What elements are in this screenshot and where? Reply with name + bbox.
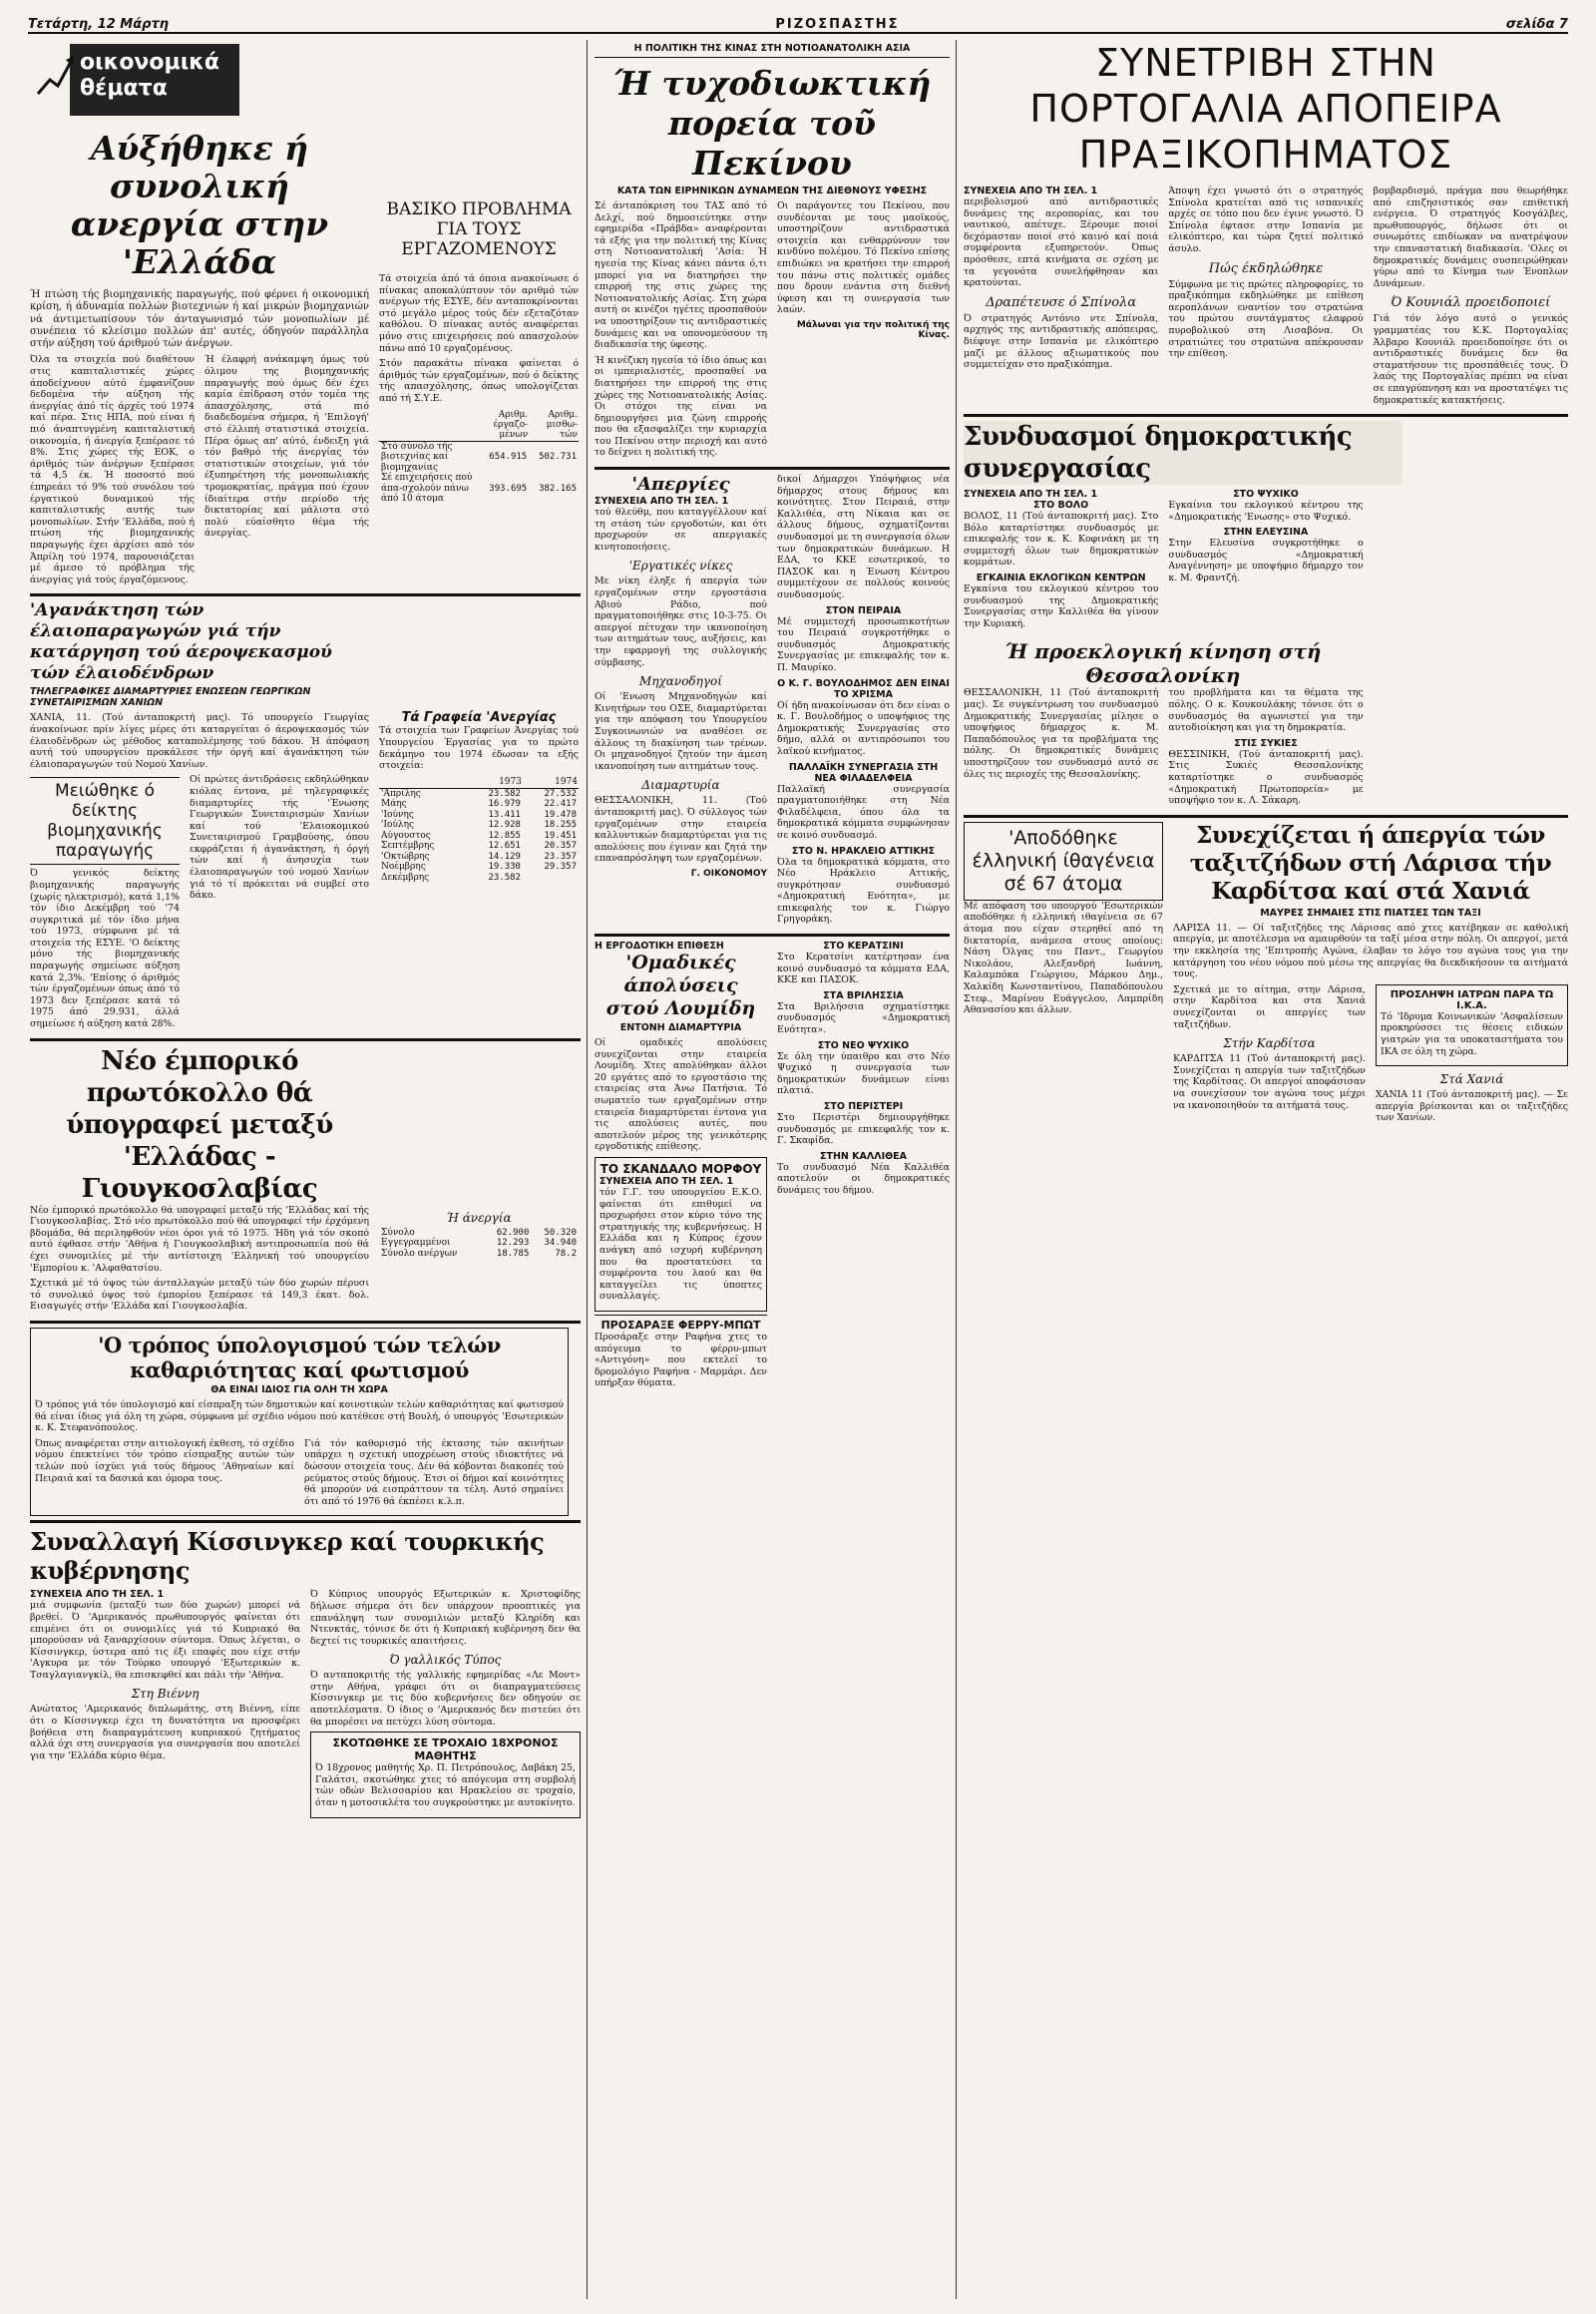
portugal-body2: Ό στρατηγός Αντόνιο ντε Σπίνολα, αρχηγός της αντιδραστικής απόπειρας, διέφυγε στην Ισπανία με ελικόπτερο μαζί με άλλους αξιωματικούς που συμμετείχαν στο πραξικόπημα. — [964, 312, 1159, 371]
morfou-dateline: ΣΥΝΕΧΕΙΑ ΑΠΟ ΤΗ ΣΕΛ. 1 — [599, 1176, 734, 1187]
row-value: 13.411 — [488, 809, 521, 820]
row-value: 78.2 — [555, 1248, 577, 1259]
row-value: 29.357 — [544, 862, 577, 873]
row-label: Μάης — [381, 799, 407, 810]
table-row — [379, 788, 579, 799]
strikes-dateline: ΣΥΝΕΧΕΙΑ ΑΠΟ ΤΗ ΣΕΛ. 1 — [595, 496, 729, 508]
row-value: 18.255 — [544, 820, 577, 831]
table-row — [379, 1228, 579, 1239]
kissinger-headline: Συναλλαγή Κίσσινγκερ καί τουρκικής κυβέρνησης — [30, 1527, 545, 1586]
row-value: 19.451 — [544, 830, 577, 841]
table-row — [379, 1238, 579, 1249]
row-value: 19.478 — [544, 809, 577, 820]
row-label: Σύνολο — [381, 1227, 415, 1238]
portugal-body4: Σύμφωνα με τις πρώτες πληροφορίες, το πραξικόπημα εκδηλώθηκε με επίθεση αεροπλάνων εναντίον του στρατώνα του πρώτου συντάγματος ελαφρού πυροβολικού στη Λισαβόνα. Οι στρατιώτες του στρατώνα απέκρουσαν την επίθεση. — [1168, 278, 1364, 360]
coop-sub7: ΣΤΟ ΝΕΟ ΨΥΧΙΚΟ — [817, 1039, 910, 1051]
table-row — [379, 841, 579, 852]
thessaloniki-body: ΘΕΣΣΑΛΟΝΙΚΗ, 11 (Τού άνταποκριτή μας). Σε συγκέντρωση του συνδυασμού Δημοκρατικής Συνεργασίας μίλησε ο υποψήφιος δήμαρχος κ. Μ. Παπαδόπουλος για τα προβλήματα της πόλης. Οι δημοκρατικές δυνάμεις υποστηρίζουν τον συνδυασμό αυτό σε όλες τις περιοχές της Θεσσαλονίκης. — [964, 687, 1159, 780]
row-value — [523, 873, 579, 884]
coop-sub8: ΣΤΟ ΠΕΡΙΣΤΕΡΙ — [823, 1101, 904, 1112]
economy-intro: Ή πτώση τής βιομηχανικής παραγωγής, πού φέρνει ή οικονομική κρίση, ή άδυναμία πολλών βιοτεχνιών ή καί μικρών βιομηχανιών νά άντιμετωπίσουν τόν άνταγωνισμό τών μονοπωλίων μέ συνέπεια τό κλείσιμο πολλών άπ' αυτές, όδηγούν παράλληλα στήν αύξηση τού άριθμού τών άνέργων. — [30, 289, 369, 350]
china-kicker: Η ΠΟΛΙΤΙΚΗ ΤΗΣ ΚΙΝΑΣ ΣΤΗ ΝΟΤΙΟΑΝΑΤΟΛΙΚΗ ΑΣΙΑ — [595, 40, 950, 58]
coop-body4: Παλλαϊκή συνεργασία πραγματοποιήθηκε στη Νέα Φιλαδέλφεια, όπου όλα τα δημοκρατικά κόμματα συμφώνησαν σε κοινό συνδυασμό. — [777, 783, 950, 841]
fees-headline: 'Ο τρόπος ύπολογισμού τών τελών καθαριότητας καί φωτισμού — [98, 1332, 501, 1382]
morfou-box — [595, 1157, 767, 1312]
fees-body3: Γιά τόν καθορισμό τής έκτασης τών ακινήτων υπάρχει η σχετική υποχρέωση στούς ιδιοκτήτες νά δώσουν στοιχεία τους. Δέν θά κόβονται διακοπές τού ρεύματος στούς δήμους. Έτσι οί δήμοι καί κοινότητες θά μπορούν νά εισπράττουν τα τέλη. Αυτό σημαίνει ότι από τό 1976 θά έκπέσει κ.λ.π. — [304, 1437, 564, 1507]
coop-sub4: ΣΤΟ Ν. ΗΡΑΚΛΕΙΟ ΑΤΤΙΚΗΣ — [791, 845, 936, 857]
coop-body10: Το συνδυασμό Νέα Καλλιθέα αποτελούν οι δημοκρατικές δυνάμεις του δήμου. — [777, 1161, 950, 1196]
china-signature: Μάλωναι για την πολιτική της Κίνας. — [796, 319, 950, 340]
coop-sub6: ΣΤΑ ΒΡΙΛΗΣΣΙΑ — [823, 989, 904, 1001]
olive-headline: 'Αγανάκτηση τών έλαιοπαραγωγών γιά τήν κατάργηση τού άεροψεκασμού τών έλαιοδένδρων — [30, 600, 332, 684]
coop-right-body3: Εγκαίνια του εκλογικού κέντρου της «Δημοκρατικής 'Ενωσης» στο Ψυχικό. — [1168, 500, 1364, 523]
table-header: 1973 — [467, 776, 523, 789]
portugal-body3: Άποψη έχει γνωστό ότι ο στρατηγός Σπίνολα κρατείται από τις ισπανικές αρχές σε τόπο που δεν έγινε γνωστό. Ό Σπίνολα έφτασε στην Ισπανία με ελικόπτερο, και τώρα ζητεί πολιτικό άσυλο. — [1168, 186, 1364, 254]
strike-larisa-sub3: Στά Χανιά — [1439, 1072, 1504, 1087]
index-body: Ό γενικός δείκτης βιομηχανικής παραγωγής (χωρίς ηλεκτρισμό), κατά 1,1% τόν ίδιο Δεκέμβρη τού '74 συγκριτικά μέ τόν ίδιο μήνα τού 1973, σύμφωνα μέ τά στοιχεία τής ΕΣΥΕ. 'Ο δείκτης μόνο τής βιομηχανικής παραγωγής σημείωσε αύξηση κατά 2,3%. 'Επίσης ό άριθμός τών έργαζομένων όπως άπό τό 1973 δεν ξεπέρασε κατά τό 1975 άπό 29.931, άλλά σημείωσε ή αύξηση κατά 28%. — [30, 868, 180, 1030]
row-label: Εγγεγραμμένοι — [381, 1238, 451, 1249]
table-row — [379, 831, 579, 842]
unemployment-totals — [379, 1228, 579, 1260]
right-section — [964, 40, 1568, 2304]
trade-headline: Νέο έμπορικό πρωτόκολλο θά ύπογραφεί μεταξύ 'Ελλάδας - Γιουγκοσλαβίας — [66, 1045, 333, 1204]
trade-body2: Σχετικά μέ τό ύψος τών άνταλλαγών μεταξύ τών δύο χωρών πέρυσι τό συνολικό ύψος τού έμπορίου ξεπέρασε τά 149,3 έκατ. δολ. Εισαγωγές στήν 'Ελλάδα καί Γιουγκοσλαβία. — [30, 1278, 369, 1313]
row-value: 22.417 — [544, 799, 577, 810]
thessaloniki-headline: Ή προεκλογική κίνηση στή Θεσσαλονίκη — [1004, 639, 1322, 688]
strike-larisa-body5: ΧΑΝΙΑ 11 (Τού άνταποκριτή μας). — Σε απεργία βρίσκονται και οι ταξιτζήδες των Χανίων. — [1376, 1089, 1568, 1124]
side-headline: ΒΑΣΙΚΟ ΠΡΟΒΛΗΜΑ ΓΙΑ ΤΟΥΣ ΕΡΓΑΖΟΜΕΝΟΥΣ — [386, 199, 572, 259]
olive-body: ΧΑΝΙΑ, 11. (Τού άνταποκριτή μας). Τό υπουργείο Γεωργίας άνακοίνωσε πρίν λίγες μέρες ότι καταργείται ό άεροψεκασμός τών έλαιοδένδρων ώς μέθοδος καταπολέμησης τού δάκου. Ή άπόφαση αυτή τού υπουργείου προκάλεσε τήν όργή καί άγανάκτηση τών έλαιοπαραγωγών τού Νομού Χανίων. — [30, 712, 369, 770]
portugal-body: περιβολισμού από αντιδραστικές δυνάμεις της αεροπορίας, και του ναυτικού, απέτυχε. Ξέρουμε ποιοί δεχόμασταν ποιοί στό καινό καί ποιά συμφέροντα εξυπηρετούν. Όπως πρόσθεσε, επτά κινήματα σε σχέση με τα γεγονότα συνελήφθησαν και κρατούνται. — [964, 196, 1159, 289]
coop-sub3: ΠΑΛΛΑΪΚΗ ΣΥΝΕΡΓΑΣΙΑ ΣΤΗ ΝΕΑ ΦΙΛΑΔΕΛΦΕΙΑ — [788, 761, 939, 784]
masthead — [28, 6, 1568, 34]
row-value: 12.855 — [488, 830, 521, 841]
row-value: 12.928 — [488, 820, 521, 831]
index-headline: Μειώθηκε ό δείκτης βιομηχανικής παραγωγής — [47, 781, 163, 862]
economy-body1: Όλα τα στοιχεία πού διαθέτουν στις καπιταλιστικές χώρες άποδείχνουν αύτό έμφανίζουν δεδομένα τήν αύξηση τής άνεργίας άπό τίς άρχές τού 1974 καί πέρα. Στις ΗΠΑ, πού είναι ή πιό άναπτυγμένη καπιταλιστική οικονομία, ή άνεργία ξεπέρασε τό 8%. Στις χώρες τής ΕΟΚ, ο άριθμός τών άνέργων ξεπέρασε τά 4,5 έκ. Ή ποσοστό πού έπηρεάει τό 9% τού συνόλου τού έργατικού δυναμικού τής καπιταλιστικής αυτής των μονοπωλίων. Στήν 'Ελλάδα, πού ή πτώση τής βιομηχανικής παραγωγής έχει άρχίσει από τόν Άπρίλη τού 1974, παρουσιάζεται μέ άμεσο τό πρόβλημα τής άνεργίας γιά τούς έργαζόμενους. — [30, 354, 195, 585]
kissinger-body4: Ό ανταποκριτής τής γαλλικής εφημερίδας «Λε Μοντ» στην Αθήνα, γράφει ότι οι διαπραγματεύσεις Κίσσινγκερ με τις δύο κυβερνήσεις δεν οδηγούν σε αποτελέσματα. Ό ίδιος ο 'Αμερικανός δεν πιστεύει ότι θα μπορέσει να πετύχει λύση σύντομα. — [310, 1670, 581, 1728]
row-value: 34.940 — [544, 1238, 577, 1249]
fees-box — [30, 1328, 569, 1516]
stats-caption: Τά Γραφεία 'Ανεργίας — [401, 710, 557, 726]
portugal-dateline: ΣΥΝΕΧΕΙΑ ΑΠΟ ΤΗ ΣΕΛ. 1 — [964, 186, 1098, 196]
coop-right-body2: Εγκαίνια του εκλογικού κέντρου του συνδυασμού της Δημοκρατικής Συνεργασίας στην Καλλιθέα θα γίνουν την Κυριακή. — [964, 583, 1159, 629]
strike-larisa-sub1: Στήν Καρδίτσα — [1223, 1036, 1316, 1051]
strikes-headline: 'Απεργίες — [631, 474, 730, 496]
portugal-sub1: Δραπέτευσε ό Σπίνολα — [986, 294, 1137, 310]
row-label: Νοέμβρης — [381, 862, 426, 873]
row-label: 'Οκτώβρης — [381, 851, 430, 862]
coop-right-sub1: ΣΤΟ ΒΟΛΟ — [1033, 500, 1089, 512]
economy-body4: Στόν παρακάτω πίνακα φαίνεται ό άριθμός τών εργαζομένων, πού ό δείκτης τής απασχόλησης, όπως υπολογίζεται από τή Σ.Υ.Ε. — [379, 358, 579, 404]
row-value: 50.320 — [544, 1227, 577, 1238]
ferry-headline: ΠΡΟΣΑΡΑΞΕ ΦΕΡΡΥ-ΜΠΩΤ — [600, 1318, 761, 1332]
coop-sub9: ΣΤΗΝ ΚΑΛΛΙΘΕΑ — [819, 1150, 908, 1162]
strikes-sub2: Μηχανοδηγοί — [639, 674, 722, 689]
row-value: 14.129 — [488, 851, 521, 862]
table-header: Αριθμ. μισθω-τών — [529, 409, 579, 442]
table-row — [379, 799, 579, 810]
kissinger-subhead2: Ό γαλλικός Τύπος — [389, 1653, 502, 1668]
table-header: 1974 — [523, 776, 579, 789]
kissinger-body3: Ό Κύπριος υπουργός Εξωτερικών κ. Χριστοφίδης δήλωσε σήμερα ότι δεν υπάρχουν προοπτικές για επανάληψη των συνομιλιών μεταξύ Κληρίδη και Ντενκτάς, τόνισε δε ότι ή Κυπριακή κυβέρνηση δεν θα δεχτεί τις τουρκικές απαιτήσεις. — [310, 1589, 581, 1647]
fees-body: Ό τρόπος γιά τόν ύπολογισμό καί είσπραξη τών δημοτικών καί κοινοτικών τελών καθαριότητας καί φωτισμού θά είναι ίδιος γιά όλη τη χώρα, σύμφωνα μέ σχέδιο νόμου πού κατέθεσε στή Βουλή, ό υπουργός 'Εσωτερικών κ. Κ. Στεφανόπουλος. — [35, 1398, 564, 1434]
fatal-headline: ΣΚΟΤΩΘΗΚΕ ΣΕ ΤΡΟΧΑΙΟ 18ΧΡΟΝΟΣ ΜΑΘΗΤΗΣ — [332, 1736, 559, 1763]
trade-body: Νέο έμπορικό πρωτόκολλο θά υπογραφεί μεταξύ τής 'Ελλάδας καί τής Γιουγκοσλαβίας. Στό νέο πρωτόκολλο πού θά υπογραφεί τήν έρχόμενη βδομάδα, θά περιληφθούν νέοι όροι γιά τό 1975. Ήδη γιά τόν σκοπό αυτό έφθασε στήν 'Αθήνα ή Γιουγκοσλαβική αντιπροσωπεία πού θά έχει συνομιλίες μέ τήν αντίστοιχη 'Ελληνική τού υπουργείου 'Εμπορίου κ. 'Αλφαθατσίου. — [30, 1204, 369, 1274]
strike-larisa-body4: Τό 'Ιδρυμα Κοινωνικών 'Ασφαλίσεων προκηρύσσει τις θέσεις ειδικών γιατρών για τα υποκαταστήματα του ΙΚΑ σε όλη τη χώρα. — [1381, 1010, 1563, 1057]
kissinger-body: μιά συμφωνία (μεταξύ των δύο χωρών) μπορεί νά βρεθεί. Ό 'Αμερικανός πρωθυπουργός φαίνεται ότι επιμένει ότι οι συνομιλίες γιά τό Κυπριακό θα μπορούσαν νά ξαναρχίσουν σύντομα. Όπως λέγεται, ο Κίσσινγκερ, ύστερα από τις έξι επαφές που είχε στήν 'Αγκυρα με τόν Τούρκο υπουργό 'Εξωτερικών κ. Τσαγλαγιανγκίλ, θα επισκεφθεί και πάλι τήν 'Αθήνα. — [30, 1600, 300, 1681]
coop-body3: Οί ήδη ανακοίνωσαν ότι δεν είναι ο κ. Γ. Βουλοδήμος ο υποψήφιος της Δημοκρατικής Συνεργασίας στο δήμο, αλλά οι αντιπρόσωποι του λαϊκού κινήματος. — [777, 699, 950, 757]
coop-right-body4: Στην Ελευσίνα συγκροτήθηκε ο συνδυασμός «Δημοκρατική Αναγέννηση» με υποψήφιο δήμαρχο τον κ. Μ. Φραντζή. — [1168, 538, 1364, 584]
arrow-chart-icon — [36, 50, 76, 100]
fatal-box — [310, 1732, 581, 1817]
ika-box — [1376, 984, 1568, 1066]
row-value: 12.651 — [488, 841, 521, 852]
china-headline: Ή τυχοδιωκτική πορεία τοῦ Πεκίνου — [612, 64, 932, 183]
ergostasio-headline: 'Ομαδικές άπολύσεις στού Λουμίδη — [605, 952, 756, 1020]
thessaloniki-body2: του προβλήματα και τα θέματα της πόλης. Ο κ. Κουκουλάκης τόνισε ότι ο συνδυασμός θα αγωνιστεί για την αυτοδιοίκηση και για τη δημοκρατία. — [1168, 687, 1364, 734]
row-value: 23.582 — [488, 872, 521, 883]
row-label: 'Ιούνης — [381, 809, 414, 820]
strikes-sub1: 'Εργατικές νίκες — [628, 559, 733, 574]
row-value: 393.695 — [489, 483, 528, 494]
row-value: 62.900 — [496, 1227, 530, 1238]
ergostasio-body: Οί ομαδικές απολύσεις συνεχίζονται στην εταιρεία Λουμίδη. Χτες απολύθηκαν άλλοι 20 εργάτες από το εργοστάσιο της εταιρείας στα Άνω Πατήσια. Τό σωματείο των εργαζομένων στην εταιρεία διαμαρτύρεται έντονα για τις απολύσεις αυτές, που αποτελούν μέρος της γενικότερης εργοδοτικής επίθεσης. — [595, 1037, 767, 1153]
fatal-body: Ό 18χρονος μαθητής Χρ. Π. Πετρόπουλος, Δαβάκη 25, Γαλάτσι, σκοτώθηκε χτες τό απόγευμα στη συμβολή τών οδών Βελισσαρίου και Ηρακλείου σε τροχαίο, όταν η μοτοσικλέτα του συγκρούστηκε με αυτοκίνητο. — [315, 1762, 576, 1809]
strikes-body3: Οί 'Ενωση Μηχανοδηγών καί Κινητήρων του ΟΣΕ, διαμαρτύρεται για την απόφαση του Υπουργείου Συγκοινωνιών να αναθέσει σε άλλους τη διακίνηση των τρένων. Οι μηχανοδηγοί ζητούν την άμεση ικανοποίηση των αιτημάτων τους. — [595, 691, 767, 772]
table-header: Αριθμ. έργαζο-μένων — [477, 409, 530, 442]
coop-sub2: Ο Κ. Γ. ΒΟΥΛΟΔΗΜΟΣ ΔΕΝ ΕΙΝΑΙ ΤΟ ΧΡΙΣΜΑ — [777, 677, 950, 700]
ferry-body: Προσάραξε στην Ραφήνα χτες το απόγευμα το φέρρυ-μπωτ «Αντιγόνη» που εκτελεί το δρομολόγιο Ραφήνα - Μαρμάρι. Δεν υπήρξαν θύματα. — [595, 1331, 767, 1389]
china-body: Σέ άνταπόκριση του ΤΑΣ από τό Δελχί, πού δημοσιεύτηκε στην εφημερίδα «Πράβδα» αναφέρονται τά εξής για την πολιτική της Κίνας στη Νοτιοανατολική 'Ασία: Ή ηγεσία της Κίνας κάνει πάντα ό,τι μπορεί για να διατηρήσει την επιρροή της στις χώρες της Νοτιοανατολικής Ασίας. Στη χώρα αυτή οι κινέζοι ηγέτες προσπαθούν να υποστηρίξουν τις αντιδραστικές δυνάμεις και να υπονομεύσουν τη διαδικασία της ύφεσης. — [595, 200, 767, 351]
strikes-signature: Γ. ΟΙΚΟΝΟΜΟΥ — [690, 868, 767, 879]
table-row — [379, 1249, 579, 1260]
kissinger-dateline: ΣΥΝΕΧΕΙΑ ΑΠΟ ΤΗ ΣΕΛ. 1 — [30, 1589, 165, 1601]
row-value: 23.357 — [544, 851, 577, 862]
coop-dateline: ΣΥΝΕΧΕΙΑ ΑΠΟ ΤΗ ΣΕΛ. 1 — [964, 489, 1098, 501]
china-body3: Ή κινέζικη ηγεσία τό ίδιο όπως και οι ιμπεριαλιστές, προσπαθεί να διατηρήσει την επιρροή της στις χώρες της Νοτιοανατολικής Ασίας. Οι στόχοι της είναι να δημιουργήσει μια ζώνη επιρροής που θα εξασφαλίζει την κυριαρχία του Πεκίνου στην περιοχή και αυτό το δείχνει η πολιτική της. — [595, 354, 767, 459]
table-row — [379, 852, 579, 863]
strikes-sub3: Διαμαρτυρία — [641, 778, 720, 793]
citizenship-headline: 'Αποδόθηκε έλληνική ίθαγένεια σέ 67 άτομα — [972, 826, 1155, 895]
row-value: 502.731 — [539, 452, 577, 463]
coop-body7: Στα Βριλήσσια σχηματίστηκε συνδυασμός «Δημοκρατική Ενότητα». — [777, 1000, 950, 1036]
morfou-body: τόν Γ.Γ. του υπουργείου Ε.Κ.Ο. φαίνεται ότι επιθυμεί να προχωρήσει στον κύριο τόνο της στρατηγικής της κυβερνήσεως. Η Ελλάδα και η Κύπρος έχουν ανάγκη από ισχυρή κυβέρνηση που θα προστατεύσει τα συμφέροντα του λαού και θα καταγγείλει τις ύποπτες συναλλαγές. — [599, 1187, 762, 1303]
row-label: Σέ επιχειρήσεις πού άπα-σχολούν πάνω άπό 10 άτομα — [381, 473, 473, 505]
row-value: 27.532 — [544, 788, 577, 799]
coop-body8: Σε όλη την ύπαιθρο και στο Νέο Ψυχικό η συνεργασία των δημοκρατικών δυνάμεων είναι πλατιά. — [777, 1050, 950, 1097]
row-label: Στό σύνολο τής βιοτεχνίας καί βιομηχανίας — [381, 441, 453, 473]
citizenship-body: Μέ απόφαση του υπουργού 'Εσωτερικών αποδόθηκε ή ελληνική ιθαγένεια σε 67 άτομα που είχαν στερηθεί από τη δικτατορία, ανάμεσα στους οποίους: Νάση Όλγας του Παντ., Γεωργίου Νικολάου, Αλεξανδρή Ιωάννη, Καλαμπόκα Γεώργιου, Μάρκου Δημ., Χαλκίδη Κωνσταντίνου, Παπαδόπουλου Στεφ., Μαρίνου Ευάγγελου, Λαμπρίδη Αθανασίου και άλλων. — [964, 900, 1163, 1016]
thessaloniki-body3: ΘΕΣΣΙΝΙΚΗ, (Τού άνταποκριτή μας). Στις Συκιές Θεσσαλονίκης καταρτίστηκε ο συνδυασμός «Δημοκρατική Πρωτοπορεία» με υποψήφιο τον κ. Λ. Σάκαρη. — [1168, 748, 1364, 807]
olive-body2: Οί πρώτες άντιδράσεις εκδηλώθηκαν κιόλας έντονα, μέ τηλεγραφικές διαμαρτυρίες τής 'Ένωσης Γεωργικών Συνεταιρισμών Χανίων καί τού 'Ελαιοκομικού Συνεταιρισμού Γραμβούσης, όπου εκφράζεται ή άγανάκτηση, ή όργή τών καί ή άνησυχία των έλαιοπαραγωγών τού νομού Χανίων γιά τό τί πρόκειται νά συμβεί στο δάκο. — [190, 774, 369, 902]
citizenship-box — [964, 822, 1163, 901]
employment-table — [379, 409, 579, 505]
page-number: σελίδα 7 — [1505, 17, 1568, 32]
row-value: 654.915 — [489, 452, 528, 463]
table-row — [379, 441, 579, 473]
portugal-body6: Γιά τόν λόγο αυτό ο γενικός γραμματέας του Κ.Κ. Πορτογαλίας Άλβαρο Κουνιάλ προειδοποίησε ότι οι αντιδραστικές δυνάμεις δεν θα σταματήσουν τις προσπάθειές τους. Ό λαός της Πορτογαλίας πρέπει να είναι σε επαγρύπνηση και να προστατέψει τις δημοκρατικές κατακτήσεις. — [1373, 313, 1568, 406]
logo-text: οικονομικά θέματα — [80, 50, 220, 101]
morfou-headline: ΤΟ ΣΚΑΝΔΑΛΟ ΜΟΡΦΟΥ — [599, 1162, 762, 1176]
coop-right-sub4: ΣΤΗΝ ΕΛΕΥΣΙΝΑ — [1223, 527, 1309, 539]
coop-body9: Στο Περιστέρι δημιουργήθηκε συνδυασμός με επικεφαλής τον κ. Γ. Σκαφίδα. — [777, 1112, 950, 1147]
table-row — [379, 873, 579, 884]
coop-right-sub3: ΣΤΟ ΨΥΧΙΚΟ — [1233, 489, 1299, 501]
row-value: 16.979 — [488, 799, 521, 810]
portugal-headline: ΣΥΝΕΤΡΙΒΗ ΣΤΗΝ ΠΟΡΤΟΓΑΛΙΑ ΑΠΟΠΕΙΡΑ ΠΡΑΞΙΚΟΠΗΜΑΤΟΣ — [1029, 41, 1502, 177]
ergostasio-kicker: Η ΕΡΓΟΔΟΤΙΚΗ ΕΠΙΘΕΣΗ — [595, 941, 724, 953]
cooperation-headline: Συνδυασμοί δημοκρατικής συνεργασίας — [964, 421, 1402, 485]
coop-body6: Στο Κερατσίνι κατέρτησαν ένα κοινό συνδυασμό τα κόμματα ΕΔΑ, ΚΚΕ και ΠΑΣΟΚ. — [777, 952, 950, 986]
table-row — [379, 820, 579, 831]
left-section — [30, 40, 581, 2304]
kissinger-subhead1: Στη Βιέννη — [131, 1687, 200, 1702]
strike-larisa-headline: Συνεχίζεται ή άπεργία τών ταξιτζήδων στή Λάρισα τήν Καρδίτσα καί στά Χανιά — [1189, 821, 1552, 905]
row-value: 382.165 — [539, 483, 577, 494]
coop-body5: Όλα τα δημοκρατικά κόμματα, στο Νέο Ηράκλειο Αττικής, συγκρότησαν συνδυασμό «Δημοκρατική Ενότητα», με επικεφαλής τον κ. Γιώργο Γρηγοράκη. — [777, 856, 950, 926]
coop-right-sub2: ΕΓΚΑΙΝΙΑ ΕΚΛΟΓΙΚΩΝ ΚΕΝΤΡΩΝ — [976, 573, 1146, 584]
paper-name: ΡΙΖΟΣΠΑΣΤΗΣ — [775, 17, 900, 32]
row-value: 20.357 — [544, 841, 577, 852]
table-row — [379, 862, 579, 873]
row-label: 'Ιούλης — [381, 820, 415, 831]
table-row — [379, 473, 579, 505]
row-value: 12.293 — [496, 1238, 530, 1249]
row-label: Σύνολο ανέργων — [381, 1248, 458, 1259]
china-subhead: ΚΑΤΑ ΤΩΝ ΕΙΡΗΝΙΚΩΝ ΔΥΝΑΜΕΩΝ ΤΗΣ ΔΙΕΘΝΟΥΣ ΥΦΕΣΗΣ — [616, 186, 928, 196]
row-value: 23.582 — [488, 788, 521, 799]
fees-subhead: ΘΑ ΕΙΝΑΙ ΙΔΙΟΣ ΓΙΑ ΟΛΗ ΤΗ ΧΩΡΑ — [210, 1383, 388, 1395]
economy-body3: Τά στοιχεία άπό τά όποια ανακοίνωσε ό πίνακας αποκαλύπτουν τόν αριθμό τών ανέργων τής ΕΣΥΕ, δέν ανταποκρίνονται στό μεγάλο μέρος τούς δέν εξεταζόταν καθόλου. Ό πίνακας αυτός αναφέρεται μόνο στις επιχειρήσεις πού απασχολούν πάνω από 10 εργαζομένους. — [379, 273, 579, 354]
china-body2: Οι παράγοντες του Πεκίνου, που συνδέονται με τους μαοϊκούς, υποστηρίζουν αντιδραστικά στοιχεία και ενθαρρύνουν τον κινδύνο πολέμου. Τό Πεκίνο επίσης επιδιώκει να κρατήσει την επιρροή του πάνω στις πολιτικές ομάδες που δρουν ενάντια στη διεθνή ύφεση και τη συνεργασία των λαών. — [777, 200, 950, 316]
thessaloniki-sub1: ΣΤΙΣ ΣΥΚΙΕΣ — [1234, 737, 1298, 749]
stats-note: Ή άνεργία — [446, 1210, 512, 1225]
ergostasio-subhead: ΕΝΤΟΝΗ ΔΙΑΜΑΡΤΥΡΙΑ — [619, 1022, 742, 1034]
row-label: Δεκέμβρης — [381, 872, 430, 883]
economy-body2: Ή έλαφρή ανάκαμψη όμως τού όλιμου της βιομηχανικής παραγωγής πού όμως δέν έχει καμία έπίδραση στόν τομέα της άπασχόλησης, στά πιό διαδεδομένα σήμερα, ή 'Επιλογή' στό έλλιπή στατιστικά στοιχεία. Πέρα όμως απ' αύτό, ένδειξη γιά τόν βαθμό τής άνεργίας τόν στατιστικών στοιχείων, γιά τόν έξυπηρέτηση τής μονοπωλιακής τρομοκρατίας, πράγμα πού έχουν ίδιαίτερα στήν περίοδο τής δικτατορίας καί μάλιστα στό πολύ εύαίσθητο θέμα τής άνεργίας. — [204, 354, 369, 540]
coop-right-body1: ΒΟΛΟΣ, 11 (Τού άνταποκριτή μας). Στο Βόλο καταρτίστηκε συνδυασμός με επικεφαλής τον κ. Κ. Κοφινάκη με τη συμμετοχή όλων των δημοκρατικών κομμάτων. — [964, 511, 1159, 569]
coop-body2: Μέ συμμετοχή προσωπικοτήτων του Πειραιά συγκροτήθηκε ο συνδυασμός Δημοκρατικής Συνεργασίας με επικεφαλής τον κ. Π. Μαυρίκο. — [777, 615, 950, 673]
strike-larisa-sub2: ΠΡΟΣΛΗΨΗ ΙΑΤΡΩΝ ΠΑΡΑ ΤΩ Ι.Κ.Α. — [1390, 988, 1554, 1011]
portugal-sub3: Ό Κουνιάλ προειδοποιεί — [1391, 295, 1551, 311]
fees-body2: Όπως αναφέρεται στην αιτιολογική έκθεση, τό σχέδιο νόμου έπεκτείνει τόν τρόπο είσπραξης αυτών τών τελών πού ίσχύει γιά τούς δήμους 'Αθηναίων καί Πειραιά καί τα δασικά και όμορα τους. — [35, 1437, 294, 1484]
row-label: Αύγουστος — [381, 830, 431, 841]
row-label: 'Απρίλης — [381, 788, 421, 799]
row-value: 18.785 — [496, 1248, 530, 1259]
column-rule — [956, 40, 957, 2299]
issue-date: Τετάρτη, 12 Μάρτη — [28, 17, 169, 32]
row-label: Σεπτέμβρης — [381, 841, 435, 852]
unemployment-table — [379, 776, 579, 884]
portugal-body5: βομβαρδισμό, πράγμα που θεωρήθηκε από επιζησιστικός σαν επιθετική ενέργεια. Ό στρατηγός Κοσγάλβες, πρωθυπουργός, δήλωσε ότι οι συνωμότες επιδίωκαν να ανατρέψουν την επαναστατική διαδικασία. 'Ολες οι δημοκρατικές δυνάμεις συσπειρώθηκαν γύρω από το Κίνημα των Ένοπλων Δυνάμεων. — [1373, 186, 1568, 289]
portugal-sub2: Πώς έκδηλώθηκε — [1208, 260, 1324, 276]
olive-subhead: ΤΗΛΕΓΡΑΦΙΚΕΣ ΔΙΑΜΑΡΤΥΡΙΕΣ ΕΝΩΣΕΩΝ ΓΕΩΡΓΙΚΩΝ ΣΥΝΕΤΑΙΡΙΣΜΩΝ ΧΑΝΙΩΝ — [30, 686, 311, 709]
row-value: 19.330 — [488, 862, 521, 873]
table-row — [379, 810, 579, 821]
strikes-body2: Με νίκη έληξε ή απεργία τών εργαζομένων στην εργοστάσια Αβιού Ράδιο, πού πραγματοποιήθηκε στις 10-3-75. Οι απεργοί πέτυχαν την ικανοποίηση των αιτημάτων τους, αυξήσεις, και την εφαρμογή της συλλογικής σύμβασης. — [595, 576, 767, 668]
strikes-body: τού θλεύθμ, που καταγγέλλουν καί τη στάση τών εργοδοτών, και ότι προχωρούν σε απεργιακές κινητοποιήσεις. — [595, 507, 767, 553]
column-rule — [587, 40, 588, 2299]
strike-larisa-body3: ΚΑΡΔΙΤΣΑ 11 (Τού άνταποκριτή μας). Συνεχίζεται η απεργία των ταξιτζήδων της Καρδίτσας. Οι απεργοί αποφάσισαν να συνεχίσουν τον αγώνα τους μέχρι να ικανοποιηθούν τα αιτήματά τους. — [1173, 1053, 1366, 1111]
kissinger-body2: Ανώτατος 'Αμερικανός διπλωμάτης, στη Βιέννη, είπε ότι ο Κίσσινγκερ έχει τη δυνατότητα να προσφέρει βοήθεια στη διαπραγμάτευση κυπριακού ζητήματος αλλά όχι στη συνεργασία για συνεργασία που αποτελεί για την 'Ελλάδα κύριο θέμα. — [30, 1704, 300, 1761]
coop-sub1: ΣΤΟΝ ΠΕΙΡΑΙΑ — [825, 604, 902, 616]
economy-logo — [70, 44, 239, 116]
coop-sub5: ΣΤΟ ΚΕΡΑΤΣΙΝΙ — [823, 941, 904, 953]
economy-headline: Αύξήθηκε ή συνολική ανεργία στην 'Ελλάδα — [70, 129, 329, 281]
middle-section — [595, 40, 950, 2304]
stats-intro: Τά στοιχεία των Γραφείων Άνεργίας τού Υπουργείου Έργασίας για το πρώτο δεκάμηνο του 1974 έδωσαν τα εξής στοιχεία: — [379, 725, 579, 772]
strike-larisa-body2: Σχετικά με το αίτημα, στην Λάρισα, στην Καρδίτσα και στα Χανιά συνεχίζονται οι απεργίες των ταξιτζήδων. — [1173, 983, 1366, 1030]
cooperation-body: δικοί Δήμαρχοι Υπόψήφιος νέα δήμαρχος στους δήμους και κοινότητες. Στον Πειραιά, στην Καλλιθέα, στη Νίκαια και σε άλλους δήμους, σχηματίζονται συνδυασμοί με τη συνεργασία όλων των δημοκρατικών δυνάμεων. Η ΕΔΑ, το ΚΚΕ εσωτερικού, το ΠΑΣΟΚ και η Ένωση Κέντρου συμμετέχουν σε πολλούς κοινούς συνδυασμούς. — [777, 474, 950, 600]
strike-larisa-subhead: ΜΑΥΡΕΣ ΣΗΜΑΙΕΣ ΣΤΙΣ ΠΙΑΤΣΕΣ ΤΩΝ ΤΑΞΙ — [1260, 907, 1481, 919]
strike-larisa-body: ΛΑΡΙΣΑ 11. — Οί ταξιτζήδες της Λάρισας από χτες κατέβηκαν σε καθολική απεργία, με αποτέλεσμα να αμαυρθούν τα ταξί μέσα στην πόλη. Οι απεργοί, μετά την εκκλησία της 'Επιτροπής Αγώνα, έλαβαν το λόγο του αγώνα τους για την κατάργηση του νέου νόμου πού μέσω της απεργίας θα διεκδικήσουν τα αιτήματά τους. — [1173, 922, 1568, 980]
strikes-body4: ΘΕΣΣΑΛΟΝΙΚΗ, 11. (Τού άνταποκριτή μας). Ό σύλλογος τών εργαζομένων στην εταιρεία καλλυντικών διαμαρτύρεται για τις απολύσεις που έγιναν και ζητά την επαναπρόσληψη των εργαζομένων. — [595, 795, 767, 865]
